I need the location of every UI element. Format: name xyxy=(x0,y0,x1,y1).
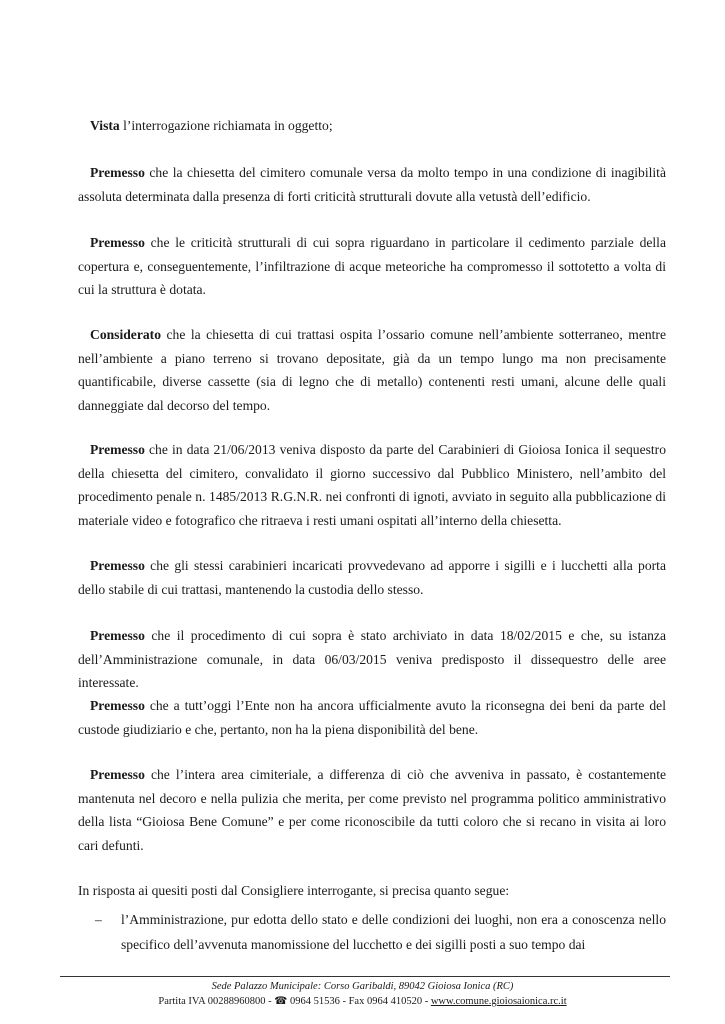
list-item xyxy=(78,907,666,957)
paragraph-text: che in data 21/06/2013 veniva disposto da parte del Carabinieri di Gioiosa Ionica il sequestro della chiesetta del cimitero, convalidato il giorno successivo dal Pubblico Ministero, nell’ambito del procedimento penale n. 1485/2013 R.G.N.R. nei confronti di ignoti, avviato in seguito alla pubblicazione di materiale video e fotografico che ritraeva i resti umani ospitati all’interno della chiesetta. xyxy=(78,442,666,528)
paragraph-lead: Vista xyxy=(90,118,120,133)
paragraph-premesso-4 xyxy=(78,554,666,601)
paragraph-lead: Premesso xyxy=(90,628,145,643)
paragraph-lead: Premesso xyxy=(90,558,145,573)
paragraph-lead: Premesso xyxy=(90,767,145,782)
footer-divider xyxy=(60,976,670,977)
paragraph-text: l’interrogazione richiamata in oggetto; xyxy=(119,118,333,133)
paragraph-text: che il procedimento di cui sopra è stato archiviato in data 18/02/2015 e che, su istanza dell’Amministrazione comunale, in data 06/03/2015 veniva predisposto il dissequestro delle aree interessate. xyxy=(78,628,666,690)
paragraph-lead: Premesso xyxy=(90,235,145,250)
paragraph-premesso-5 xyxy=(78,624,666,695)
paragraph-premesso-1 xyxy=(78,161,666,208)
list-dash: – xyxy=(95,912,102,927)
paragraph-considerato xyxy=(78,323,666,417)
list-item-text: l’Amministrazione, pur edotta dello stato e delle condizioni dei luoghi, non era a conoscenza nello specifico dell’avvenuta manomissione del lucchetto e dei sigilli posti a suo tempo dai xyxy=(121,912,666,952)
paragraph-lead: Premesso xyxy=(90,165,145,180)
paragraph-lead: Premesso xyxy=(90,442,145,457)
paragraph-premesso-3 xyxy=(78,438,666,532)
paragraph-premesso-7 xyxy=(78,763,666,857)
paragraph-premesso-2 xyxy=(78,231,666,302)
paragraph-text: che la chiesetta di cui trattasi ospita l’ossario comune nell’ambiente sotterraneo, mentre nell’ambiente a piano terreno si trovano depositate, già da un tempo lungo ma non precisamente quantificabile, diverse cassette (sia di legno che di metallo) contenenti resti umani, alcune delle quali danneggiate dal decorso del tempo. xyxy=(78,327,666,413)
paragraph-vista xyxy=(78,114,666,138)
footer-address: Sede Palazzo Municipale: Corso Garibaldi, 89042 Gioiosa Ionica (RC) xyxy=(211,981,514,992)
paragraph-text: che a tutt’oggi l’Ente non ha ancora ufficialmente avuto la riconsegna dei beni da parte del custode giudiziario e che, pertanto, non ha la piena disponibilità del bene. xyxy=(78,698,666,737)
paragraph-premesso-6 xyxy=(78,694,666,741)
paragraph-text: che l’intera area cimiteriale, a differenza di ciò che avveniva in passato, è costantemente mantenuta nel decoro e nella pulizia che merita, per come previsto nel programma politico amministrativo della lista “Gioiosa Bene Comune” e per come riconoscibile da tutti coloro che si recano in visita ai loro cari defunti. xyxy=(78,767,666,853)
paragraph-lead: Considerato xyxy=(90,327,161,342)
footer-contacts xyxy=(0,995,725,1007)
response-intro: In risposta ai quesiti posti dal Consigliere interrogante, si precisa quanto segue: xyxy=(78,883,510,898)
paragraph-lead: Premesso xyxy=(90,698,145,713)
paragraph-text: che le criticità strutturali di cui sopra riguardano in particolare il cedimento parziale della copertura e, conseguentemente, l’infiltrazione di acque meteoriche ha compromesso il sottotetto a volta di cui la struttura è dotata. xyxy=(78,235,666,297)
footer-website-link[interactable]: www.comune.gioiosaionica.rc.it xyxy=(430,996,567,1007)
paragraph-text: che la chiesetta del cimitero comunale versa da molto tempo in una condizione di inagibilità assoluta determinata dalla presenza di forti criticità strutturali dovute alla vetustà dell’edificio. xyxy=(78,165,666,204)
paragraph-text: che gli stessi carabinieri incaricati provvedevano ad apporre i sigilli e i lucchetti alla porta dello stabile di cui trattasi, mantenendo la custodia dello stesso. xyxy=(78,558,666,597)
footer-contacts-text: Partita IVA 00288960800 - ☎ 0964 51536 - Fax 0964 410520 - xyxy=(158,996,431,1007)
